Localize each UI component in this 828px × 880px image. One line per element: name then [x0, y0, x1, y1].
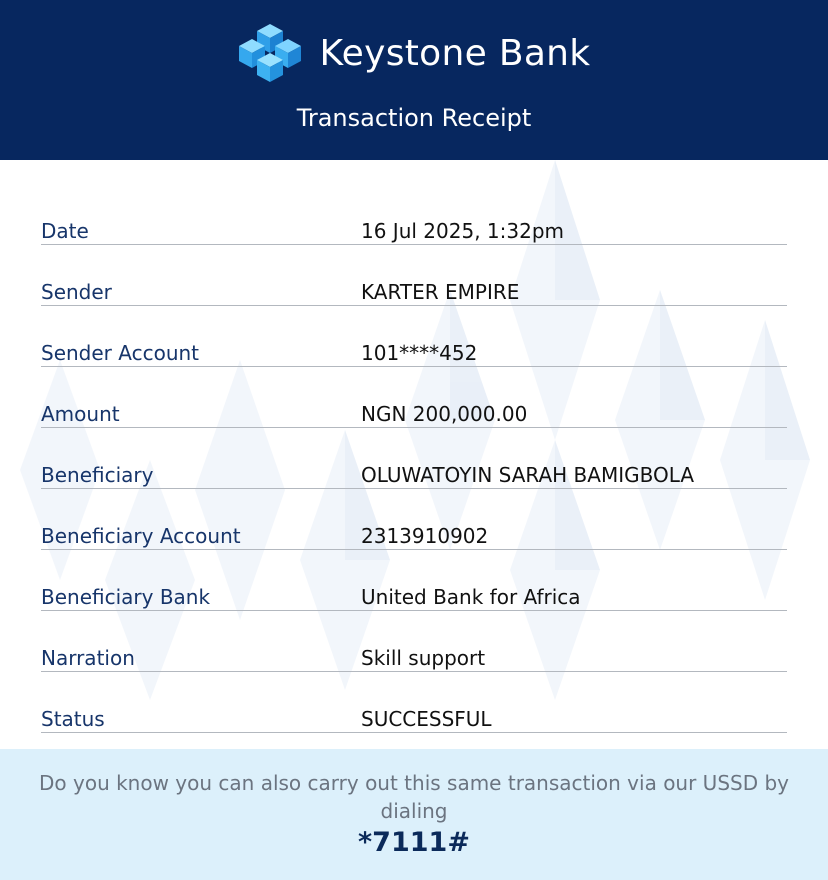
- ussd-code: *7111#: [358, 827, 470, 858]
- detail-label: Beneficiary: [41, 463, 154, 487]
- detail-label: Beneficiary Account: [41, 524, 241, 548]
- row-divider: [41, 305, 787, 306]
- detail-label: Sender Account: [41, 341, 200, 365]
- detail-row: [41, 449, 787, 510]
- detail-row: [41, 205, 787, 266]
- detail-row: [41, 693, 787, 749]
- detail-value: OLUWATOYIN SARAH BAMIGBOLA: [361, 463, 694, 487]
- row-divider: [41, 732, 787, 733]
- ussd-promo-banner: [0, 749, 828, 880]
- page-title: Transaction Receipt: [296, 104, 532, 132]
- detail-value: KARTER EMPIRE: [361, 280, 520, 304]
- detail-row: [41, 632, 787, 693]
- row-divider: [41, 244, 787, 245]
- detail-value: 2313910902: [361, 524, 489, 548]
- row-divider: [41, 488, 787, 489]
- detail-label: Date: [41, 219, 89, 243]
- detail-row: [41, 327, 787, 388]
- ussd-promo-text: Do you know you can also carry out this same transaction via our USSD by dialing: [39, 771, 789, 823]
- receipt-body: [0, 160, 828, 749]
- row-divider: [41, 427, 787, 428]
- detail-row: [41, 510, 787, 571]
- keystone-cubes-logo-icon: [238, 22, 302, 84]
- brand-name: Keystone Bank: [319, 32, 591, 74]
- detail-label: Beneficiary Bank: [41, 585, 211, 609]
- detail-value: United Bank for Africa: [361, 585, 581, 609]
- detail-value: SUCCESSFUL: [361, 707, 492, 731]
- row-divider: [41, 366, 787, 367]
- detail-value: 101****452: [361, 341, 478, 365]
- detail-value: Skill support: [361, 646, 486, 670]
- row-divider: [41, 671, 787, 672]
- row-divider: [41, 549, 787, 550]
- detail-row: [41, 571, 787, 632]
- detail-label: Narration: [41, 646, 135, 670]
- detail-row: [41, 266, 787, 327]
- detail-label: Sender: [41, 280, 112, 304]
- detail-value: NGN 200,000.00: [361, 402, 528, 426]
- detail-label: Amount: [41, 402, 120, 426]
- brand-logo: [0, 22, 828, 84]
- detail-value: 16 Jul 2025, 1:32pm: [361, 219, 564, 243]
- detail-row: [41, 388, 787, 449]
- receipt-header: [0, 0, 828, 160]
- row-divider: [41, 610, 787, 611]
- transaction-details: [41, 205, 787, 749]
- detail-label: Status: [41, 707, 105, 731]
